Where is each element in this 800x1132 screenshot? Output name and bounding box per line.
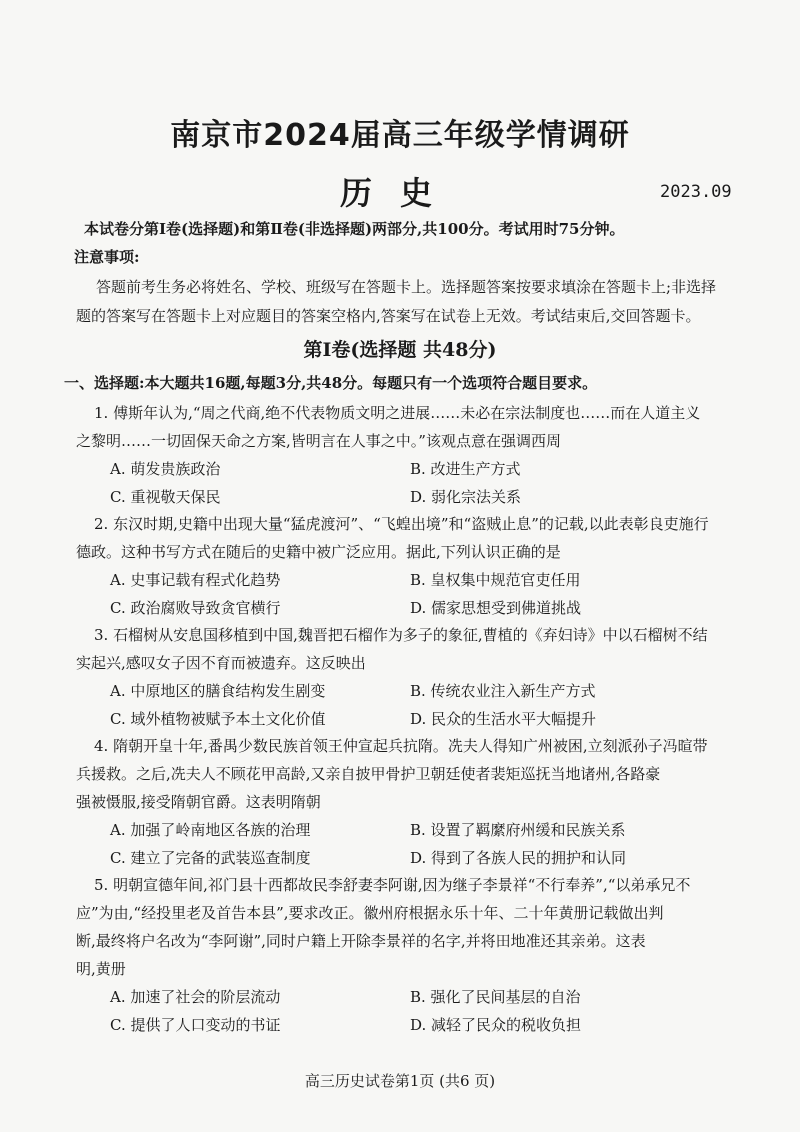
- subject-title: 历史: [339, 174, 460, 212]
- question-3-option-d[interactable]: D. 民众的生活水平大幅提升: [410, 710, 597, 728]
- question-3-option-a[interactable]: A. 中原地区的膳食结构发生剧变: [110, 682, 326, 700]
- question-3-option-b[interactable]: B. 传统农业注入新生产方式: [410, 682, 596, 700]
- question-2-option-c[interactable]: C. 政治腐败导致贪官横行: [110, 599, 281, 617]
- question-4-option-d[interactable]: D. 得到了各族人民的拥护和认同: [410, 849, 627, 867]
- notice-line-2: 题的答案写在答题卡上对应题目的答案空格内,答案写在试卷上无效。考试结束后,交回答题卡。: [76, 307, 701, 325]
- question-4-option-c[interactable]: C. 建立了完备的武装巡查制度: [110, 849, 311, 867]
- question-4-line-2: 兵援救。之后,冼夫人不顾花甲高龄,又亲自披甲骨护卫朝廷使者裴矩巡抚当地诸州,各路豪: [76, 765, 661, 783]
- question-4-line-1: 4. 隋朝开皇十年,番禺少数民族首领王仲宣起兵抗隋。冼夫人得知广州被困,立刻派孙子冯暄带: [94, 737, 708, 755]
- page-footer: 高三历史试卷第1页 (共6 页): [304, 1072, 496, 1090]
- question-3-line-1: 3. 石榴树从安息国移植到中国,魏晋把石榴作为多子的象征,曹植的《弃妇诗》中以石榴树不结: [94, 626, 708, 644]
- question-2-line-2: 德政。这种书写方式在随后的史籍中被广泛应用。据此,下列认识正确的是: [76, 543, 561, 561]
- question-5-option-c[interactable]: C. 提供了人口变动的书证: [110, 1016, 281, 1034]
- question-3-option-c[interactable]: C. 域外植物被赋予本土文化价值: [110, 710, 326, 728]
- question-4-option-b[interactable]: B. 设置了羁縻府州缓和民族关系: [410, 821, 626, 839]
- question-5-option-b[interactable]: B. 强化了民间基层的自治: [410, 988, 581, 1006]
- question-4-line-3: 强被慑服,接受隋朝官爵。这表明隋朝: [76, 793, 321, 811]
- question-5-line-3: 断,最终将户名改为“李阿谢”,同时户籍上开除李景祥的名字,并将田地准还其亲弟。这表: [76, 932, 646, 950]
- question-3-line-2: 实起兴,感叹女子因不育而被遗弃。这反映出: [76, 654, 366, 672]
- question-5-option-a[interactable]: A. 加速了社会的阶层流动: [110, 988, 281, 1006]
- exam-title: 南京市2024届高三年级学情调研: [170, 118, 630, 153]
- question-5-line-2: 应”为由,“经投里老及首告本县”,要求改正。徽州府根据永乐十年、二十年黄册记载做出判: [76, 904, 664, 922]
- question-1-option-b[interactable]: B. 改进生产方式: [410, 460, 521, 478]
- question-2-option-a[interactable]: A. 史事记载有程式化趋势: [110, 571, 281, 589]
- question-1-line-2: 之黎明……一切固保天命之方案,皆明言在人事之中。”该观点意在强调西周: [76, 432, 561, 450]
- question-4-option-a[interactable]: A. 加强了岭南地区各族的治理: [110, 821, 311, 839]
- intro-line: 本试卷分第Ⅰ卷(选择题)和第Ⅱ卷(非选择题)两部分,共100分。考试用时75分钟。: [84, 220, 625, 238]
- exam-date: 2023.09: [660, 182, 732, 202]
- section-title: 第Ⅰ卷(选择题 共48分): [303, 339, 497, 361]
- question-1-option-d[interactable]: D. 弱化宗法关系: [410, 488, 522, 506]
- question-5-line-1: 5. 明朝宣德年间,祁门县十西都故民李舒妻李阿谢,因为继子李景祥“不行奉养”,“以弟承兄不: [94, 876, 691, 894]
- question-1-option-c[interactable]: C. 重视敬天保民: [110, 488, 221, 506]
- question-5-line-4: 明,黄册: [76, 960, 126, 978]
- notice-line-1: 答题前考生务必将姓名、学校、班级写在答题卡上。选择题答案按要求填涂在答题卡上;非选择: [96, 278, 717, 296]
- question-1-option-a[interactable]: A. 萌发贵族政治: [110, 460, 221, 478]
- question-2-option-b[interactable]: B. 皇权集中规范官吏任用: [410, 571, 581, 589]
- question-2-option-d[interactable]: D. 儒家思想受到佛道挑战: [410, 599, 582, 617]
- question-1-line-1: 1. 傅斯年认为,“周之代商,绝不代表物质文明之进展……未必在宗法制度也……而在人道主义: [94, 404, 701, 422]
- section-instruction: 一、选择题:本大题共16题,每题3分,共48分。每题只有一个选项符合题目要求。: [64, 374, 598, 392]
- question-2-line-1: 2. 东汉时期,史籍中出现大量“猛虎渡河”、“飞蝗出境”和“盗贼止息”的记载,以此表彰良吏施行: [94, 515, 709, 533]
- notice-label: 注意事项:: [74, 248, 140, 266]
- question-5-option-d[interactable]: D. 减轻了民众的税收负担: [410, 1016, 582, 1034]
